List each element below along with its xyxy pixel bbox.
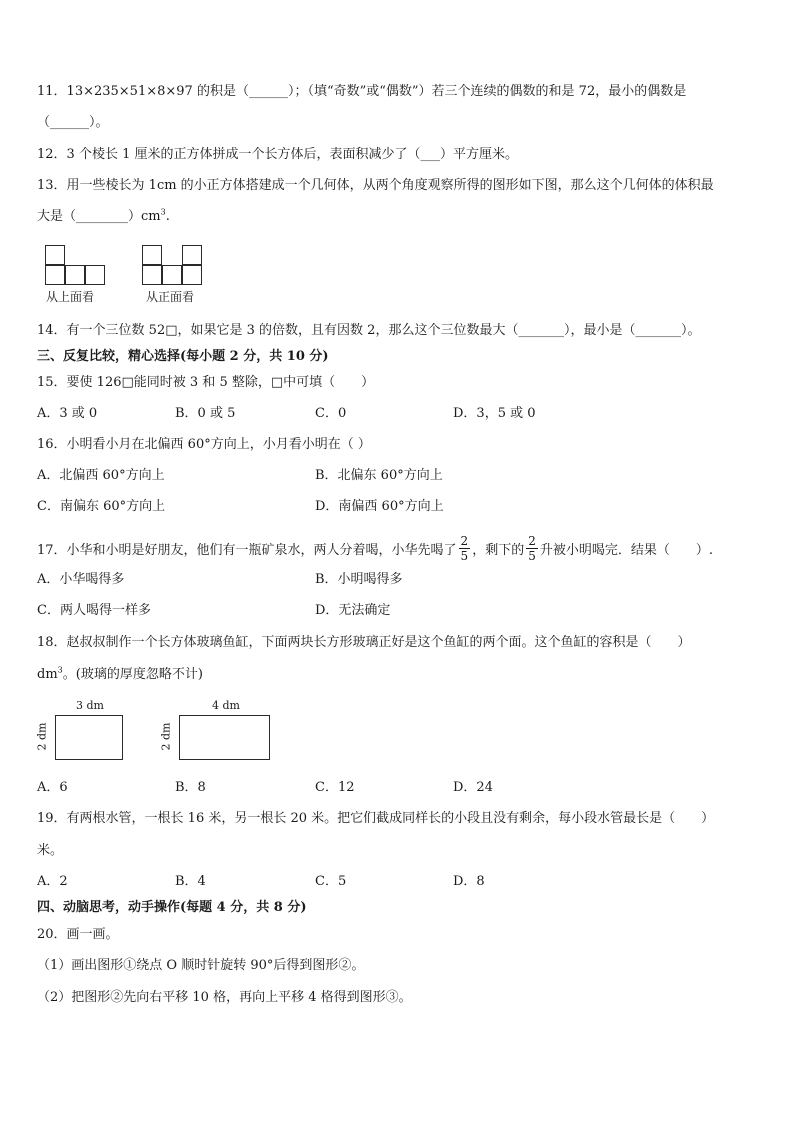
q18-line2-unit: dm <box>37 667 58 682</box>
q17-fraction-1-denominator: 5 <box>460 549 469 563</box>
q17-fraction-2-numerator: 2 <box>528 534 536 548</box>
q13-line1: 13．用一些棱长为 1cm 的小正方体搭建成一个几何体，从两个角度观察所得的图形如下图，那么这个几何体的体积最 <box>37 178 714 193</box>
q13-unit-superscript: 3 <box>160 207 166 217</box>
q19-option-d: D．8 <box>453 874 485 889</box>
q13-line2-text: 大是（________）cm <box>37 209 161 224</box>
q17-stem-part1: 17．小华和小明是好朋友，他们有一瓶矿泉水，两人分着喝，小华先喝了 <box>37 543 457 558</box>
q18-line1: 18．赵叔叔制作一个长方体玻璃鱼缸，下面两块长方形玻璃正好是这个鱼缸的两个面。这个鱼缸的容积是（ ） <box>37 635 691 650</box>
q18-line2 <box>37 666 203 684</box>
q20-stem: 20．画一画。 <box>37 927 119 942</box>
q13-top-view-caption: 从上面看 <box>46 290 95 304</box>
q17-stem-part2: ，剩下的 <box>472 543 525 558</box>
q17-fraction-2 <box>526 534 538 563</box>
q15-option-a: A．3 或 0 <box>37 406 98 421</box>
q15-option-c: C．0 <box>315 406 347 421</box>
q14-line1: 14．有一个三位数 52□，如果它是 3 的倍数，且有因数 2，那么这个三位数最大（_______），最小是（_______）。 <box>37 323 701 338</box>
q17-option-b: B．小明喝得多 <box>315 572 403 587</box>
q17-fraction-2-denominator: 5 <box>528 549 536 563</box>
q15-option-d: D．3，5 或 0 <box>453 406 536 421</box>
q16-option-a: A．北偏西 60°方向上 <box>37 468 165 483</box>
q16-option-c: C．南偏东 60°方向上 <box>37 499 166 514</box>
q18-rectangle-1 <box>55 715 123 760</box>
q19-line1: 19．有两根水管，一根长 16 米，另一根长 20 米。把它们截成同样长的小段且没有剩余，每小段水管最长是（ ） <box>37 811 715 826</box>
section3-title: 三、反复比较，精心选择(每小题 2 分，共 10 分) <box>37 349 329 364</box>
q15-stem: 15．要使 126□能同时被 3 和 5 整除，□中可填（ ） <box>37 375 375 390</box>
q17-option-d: D．无法确定 <box>315 603 391 618</box>
q15-option-b: B．0 或 5 <box>175 406 236 421</box>
q16-option-d: D．南偏西 60°方向上 <box>315 499 444 514</box>
q18-rect1-side-label: 2 dm <box>35 722 49 751</box>
q11-line2: （______）。 <box>37 115 109 130</box>
q17-option-a: A．小华喝得多 <box>37 572 125 587</box>
section4-title: 四、动脑思考，动手操作(每题 4 分，共 8 分) <box>37 900 307 915</box>
q18-rect2-side-label: 2 dm <box>159 722 173 751</box>
q19-option-c: C．5 <box>315 874 347 889</box>
q13-top-view-figure <box>45 245 115 290</box>
q18-option-b: B．8 <box>175 780 206 795</box>
q18-line2-text: 。(玻璃的厚度忽略不计) <box>62 667 203 682</box>
q18-rect2-top-label: 4 dm <box>212 699 240 712</box>
q18-option-d: D．24 <box>453 780 493 795</box>
q13-line2 <box>37 208 170 226</box>
q13-front-view-figure <box>142 245 212 290</box>
q19-line2: 米。 <box>37 843 64 858</box>
q17-option-c: C．两人喝得一样多 <box>37 603 151 618</box>
q17-fraction-1-numerator: 2 <box>460 534 469 548</box>
q11-line1: 11．13×235×51×8×97 的积是（______）；（填“奇数”或“偶数”）若三个连续的偶数的和是 72，最小的偶数是 <box>37 84 687 99</box>
q13-front-view-caption: 从正面看 <box>146 290 195 304</box>
q12-line1: 12．3 个棱长 1 厘米的正方体拼成一个长方体后，表面积减少了（___）平方厘米。 <box>37 147 518 162</box>
q20-sub1: （1）画出图形①绕点 O 顺时针旋转 90°后得到图形②。 <box>37 958 365 973</box>
q16-stem: 16．小明看小月在北偏西 60°方向上，小月看小明在（ ） <box>37 437 371 452</box>
q20-sub2: （2）把图形②先向右平移 10 格，再向上平移 4 格得到图形③。 <box>37 990 412 1005</box>
q18-rect1-top-label: 3 dm <box>76 699 104 712</box>
q18-rectangle-2 <box>179 715 270 760</box>
q13-line2-end: . <box>165 209 170 224</box>
q18-option-c: C．12 <box>315 780 355 795</box>
q17-stem <box>37 536 713 565</box>
q18-option-a: A．6 <box>37 780 68 795</box>
q19-option-b: B．4 <box>175 874 206 889</box>
q17-fraction-1 <box>459 534 471 563</box>
q17-stem-part3: 升被小明喝完．结果（ ）. <box>539 543 713 558</box>
q19-option-a: A．2 <box>37 874 68 889</box>
q16-option-b: B．北偏东 60°方向上 <box>315 468 443 483</box>
q18-unit-superscript: 3 <box>57 665 63 675</box>
